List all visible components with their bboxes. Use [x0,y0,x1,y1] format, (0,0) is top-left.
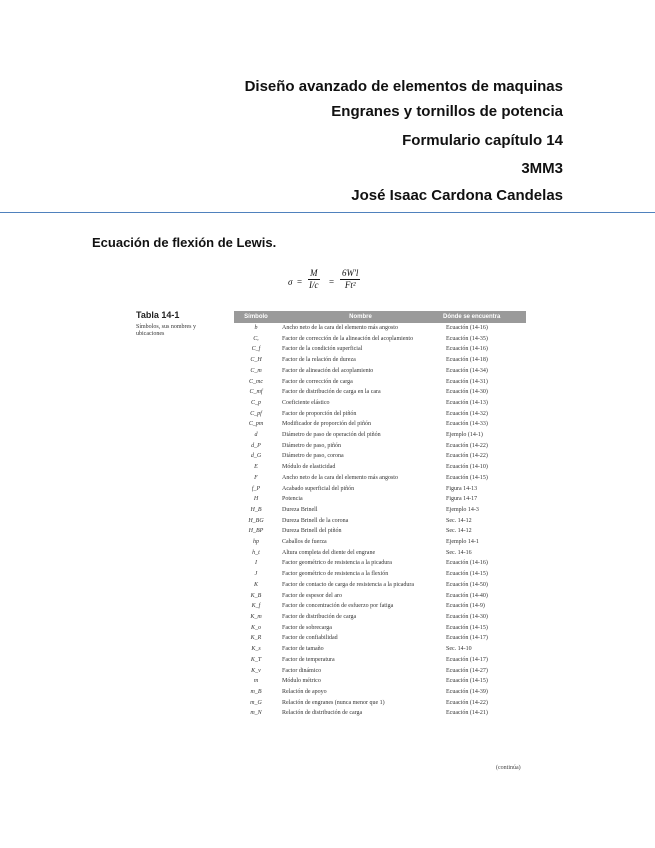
name-cell: Potencia [282,496,303,503]
location-cell: Ecuación (14-22) [446,442,488,449]
location-cell: Ecuación (14-30) [446,389,488,396]
name-cell: Factor de contacto de carga de resistencia a la picadura [282,581,414,588]
location-cell: Ecuación (14-15) [446,678,488,685]
location-cell: Ecuación (14-10) [446,464,488,471]
table-row [234,601,526,612]
table-row [234,612,526,623]
symbol-cell: K_T [250,656,262,663]
table-row [234,633,526,644]
symbol-cell: d_G [250,453,262,460]
table-row [234,334,526,345]
table-row [234,484,526,495]
location-cell: Ecuación (14-35) [446,335,488,342]
name-cell: Ancho neto de la cara del elemento más angosto [282,325,398,331]
symbol-cell: f_P [251,485,261,492]
formula-denominator: Ft² [344,280,356,290]
symbol-cell: m_G [250,699,262,706]
symbol-cell: H_B [250,506,262,513]
table-row [234,505,526,516]
name-cell: Relación de apoyo [282,688,327,695]
name-cell: Módulo métrico [282,678,321,685]
location-cell: Ecuación (14-30) [446,613,488,620]
formula-numerator: M [310,268,318,278]
name-cell: Dureza Brinell de la corona [282,517,349,524]
table-row [234,655,526,666]
table-continued-note: (continúa) [496,765,521,771]
section-heading: Ecuación de flexión de Lewis. [92,235,277,250]
symbol-cell: h_t [252,549,260,556]
name-cell: Dureza Brinell del piñón [282,528,342,535]
table-row [234,398,526,409]
location-cell: Ecuación (14-22) [446,453,488,460]
location-cell: Ecuación (14-16) [446,325,488,331]
location-cell: Sec. 14-12 [446,517,472,524]
name-cell: Factor de espesor del aro [282,592,342,599]
table-row [234,323,526,334]
table-row [234,355,526,366]
formula-fraction-1 [308,268,320,291]
table-row [234,548,526,559]
location-cell: Ecuación (14-15) [446,571,488,578]
location-cell: Ejemplo 14-1 [446,539,479,546]
symbol-cell: m [253,678,259,685]
name-cell: Relación de distribución de carga [282,710,363,717]
location-cell: Figura 14-13 [446,485,478,492]
symbol-cell: C_mc [249,378,263,385]
lewis-formula [288,268,388,298]
location-cell: Ecuación (14-15) [446,624,488,631]
location-cell: Ecuación (14-27) [446,667,488,674]
formula-equals: = [329,277,335,287]
symbol-cell: C_p [250,399,261,406]
name-cell: Diámetro de paso de operación del piñón [282,432,381,439]
formula-denominator: I/c [309,280,319,290]
location-cell: Ecuación (14-50) [446,581,488,588]
location-cell: Ecuación (14-15) [446,474,488,481]
name-cell: Módulo de elasticidad [282,464,336,471]
location-cell: Ecuación (14-39) [446,688,488,695]
location-cell: Ejemplo (14-1) [446,432,483,439]
symbol-cell: b [254,325,258,331]
table-row [234,366,526,377]
table-row [234,591,526,602]
table-row [234,409,526,420]
formula-equals: = [297,277,303,287]
document-chapter: Formulario capítulo 14 [402,132,563,149]
name-cell: Factor de la relación de dureza [282,357,356,364]
location-cell: Ecuación (14-18) [446,357,488,364]
symbol-cell: C_m [250,367,262,374]
name-cell: Factor de distribución de carga en la cara [282,389,381,396]
location-cell: Ecuación (14-34) [446,367,488,374]
symbol-cell: H_BP [248,528,264,535]
location-cell: Ejemplo 14-3 [446,506,479,513]
location-cell: Ecuación (14-13) [446,399,488,406]
location-cell: Sec. 14-12 [446,528,472,535]
location-cell: Ecuación (14-40) [446,592,488,599]
table-header-row [234,311,526,323]
table-row [234,569,526,580]
column-header-name: Nombre [278,311,443,323]
name-cell: Ancho neto de la cara del elemento más angosto [282,474,398,481]
name-cell: Factor de tamaño [282,646,324,653]
name-cell: Factor de sobrecarga [282,624,332,631]
symbol-cell: K_B [250,592,262,599]
column-header-location: Dónde se encuentra [443,311,526,323]
symbol-cell: K_v [251,667,261,674]
location-cell: Ecuación (14-17) [446,656,488,663]
name-cell: Factor de corrección de carga [282,378,353,385]
document-author: José Isaac Cardona Candelas [351,187,563,204]
table-row [234,580,526,591]
location-cell: Sec. 14-10 [446,646,472,653]
symbol-cell: K_R [250,635,262,642]
location-cell: Ecuación (14-16) [446,560,488,567]
table-row [234,676,526,687]
table-row [234,387,526,398]
table-row [234,441,526,452]
table-row [234,516,526,527]
symbol-cell: H_BG [248,517,264,524]
formula-lhs: σ [288,277,293,287]
symbol-cell: C_f [251,346,261,353]
name-cell: Factor de la condición superficial [282,346,363,353]
symbols-table [234,311,526,719]
location-cell: Ecuación (14-16) [446,346,488,353]
table-row [234,623,526,634]
table-row [234,473,526,484]
name-cell: Acabado superficial del piñón [282,485,355,492]
table-row [234,558,526,569]
symbol-cell: J [254,571,258,578]
table-row [234,344,526,355]
symbol-cell: F [254,474,258,481]
table-subtitle: Símbolos, sus nombres y ubicaciones [136,324,197,337]
table-row [234,708,526,719]
name-cell: Dureza Brinell [282,506,318,513]
name-cell: Factor de confiabilidad [282,635,338,642]
symbol-cell: C_H [250,357,262,364]
document-title: Diseño avanzado de elementos de maquinas [244,78,563,95]
column-header-symbol: Símbolo [234,311,278,323]
symbol-cell: d_P [251,442,261,449]
symbol-cell: hp [253,539,259,546]
header-divider [0,212,655,213]
table-caption: Tabla 14-1 [136,310,180,320]
table-row [234,698,526,709]
table-row [234,494,526,505]
name-cell: Caballos de fuerza [282,539,327,546]
formula-numerator: 6W'l [342,268,359,278]
location-cell: Ecuación (14-32) [446,410,488,417]
location-cell: Ecuación (14-33) [446,421,488,428]
name-cell: Factor dinámico [282,667,322,674]
name-cell: Diámetro de paso, corona [282,453,344,460]
name-cell: Relación de engranes (nunca menor que 1) [282,699,385,706]
formula-fraction-2 [340,268,360,291]
table-row [234,462,526,473]
location-cell: Ecuación (14-9) [446,603,485,610]
table-row [234,644,526,655]
symbol-cell: C_pm [248,421,264,428]
symbol-cell: E [254,464,258,471]
symbol-cell: K_s [251,646,261,653]
symbol-cell: d [254,432,258,439]
location-cell: Sec. 14-16 [446,549,472,556]
location-cell: Ecuación (14-31) [446,378,488,385]
table-row [234,537,526,548]
name-cell: Factor de concentración de esfuerzo por fatiga [282,603,394,610]
symbol-cell: K_m [250,613,262,620]
table-row [234,666,526,677]
name-cell: Modificador de proporción del piñón [282,421,371,428]
table-row [234,419,526,430]
symbol-cell: K_o [250,624,261,631]
name-cell: Factor de alineación del acoplamiento [282,367,374,374]
symbol-cell: K_f [251,603,261,610]
name-cell: Coeficiente elástico [282,399,330,406]
document-group: 3MM3 [521,160,563,177]
symbol-cell: m_N [250,710,262,717]
name-cell: Factor de corrección de la alineación del acoplamiento [282,335,414,342]
symbol-cell: H [253,496,259,503]
table-row [234,526,526,537]
document-subtitle: Engranes y tornillos de potencia [331,103,563,120]
location-cell: Ecuación (14-22) [446,699,488,706]
symbol-cell: K [253,581,258,588]
symbol-cell: C_mf [249,389,263,396]
name-cell: Factor de temperatura [282,656,335,663]
name-cell: Factor geométrico de resistencia a la picadura [282,560,392,567]
name-cell: Diámetro de paso, piñón [282,442,341,449]
table-row [234,377,526,388]
symbol-cell: Cₑ [253,335,259,342]
location-cell: Ecuación (14-21) [446,710,488,717]
symbol-cell: C_pf [250,410,262,417]
table-row [234,687,526,698]
name-cell: Factor de distribución de carga [282,613,357,620]
location-cell: Ecuación (14-17) [446,635,488,642]
table-row [234,451,526,462]
name-cell: Factor de proporción del piñón [282,410,357,417]
symbol-cell: I [255,560,257,567]
symbol-cell: m_B [250,688,262,695]
location-cell: Figura 14-17 [446,496,478,503]
table-row [234,430,526,441]
name-cell: Factor geométrico de resistencia a la flexión [282,571,389,578]
name-cell: Altura completa del diente del engrane [282,549,376,556]
